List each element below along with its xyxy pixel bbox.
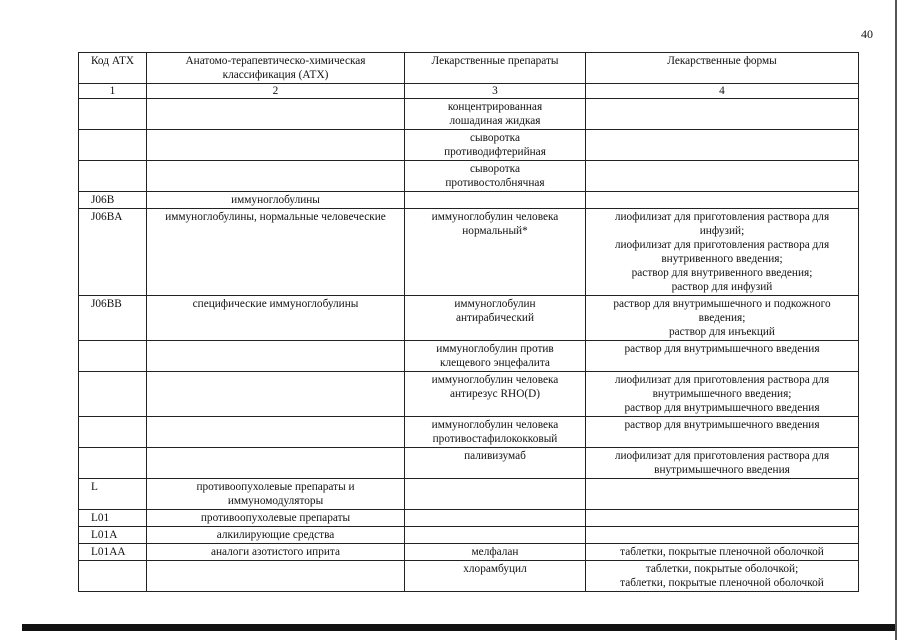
table-row <box>79 479 859 510</box>
header-atc-code: Код АТХ <box>79 53 147 84</box>
table-row <box>79 130 859 161</box>
classification-cell <box>147 448 405 479</box>
classification-cell: противоопухолевые препараты <box>147 510 405 527</box>
atc-drug-table <box>78 52 859 592</box>
dosage-form-cell: лиофилизат для приготовления раствора для инфузий; лиофилизат для приготовления раствора для внутривенного введения; раствор для внутривенного введения; раствор для инфузий <box>586 209 859 296</box>
scan-frame-right-edge <box>895 0 897 640</box>
drug-cell <box>405 192 586 209</box>
dosage-form-cell <box>586 130 859 161</box>
dosage-form-cell <box>586 527 859 544</box>
column-number: 2 <box>147 84 405 99</box>
classification-cell <box>147 130 405 161</box>
atc-code-cell <box>79 130 147 161</box>
dosage-form-cell: лиофилизат для приготовления раствора для внутримышечного введения <box>586 448 859 479</box>
classification-cell <box>147 417 405 448</box>
atc-code-cell: J06BB <box>79 296 147 341</box>
table-row <box>79 448 859 479</box>
atc-code-cell <box>79 341 147 372</box>
atc-code-cell: J06B <box>79 192 147 209</box>
drug-cell <box>405 479 586 510</box>
classification-cell: иммуноглобулины <box>147 192 405 209</box>
dosage-form-cell <box>586 161 859 192</box>
column-number: 1 <box>79 84 147 99</box>
classification-cell: иммуноглобулины, нормальные человеческие <box>147 209 405 296</box>
atc-code-cell: J06BA <box>79 209 147 296</box>
drug-cell: сыворотка противостолбнячная <box>405 161 586 192</box>
table-header-row <box>79 53 859 84</box>
classification-cell: противоопухолевые препараты и иммуномодуляторы <box>147 479 405 510</box>
drug-cell: хлорамбуцил <box>405 561 586 592</box>
classification-cell: аналоги азотистого иприта <box>147 544 405 561</box>
drug-cell: концентрированная лошадиная жидкая <box>405 99 586 130</box>
table-row <box>79 510 859 527</box>
classification-cell: алкилирующие средства <box>147 527 405 544</box>
atc-code-cell <box>79 161 147 192</box>
table-row <box>79 527 859 544</box>
drug-cell: паливизумаб <box>405 448 586 479</box>
header-classification: Анатомо-терапевтическо-химическая классификация (АТХ) <box>147 53 405 84</box>
drug-cell: сыворотка противодифтерийная <box>405 130 586 161</box>
classification-cell <box>147 561 405 592</box>
atc-code-cell: L01AA <box>79 544 147 561</box>
dosage-form-cell: таблетки, покрытые оболочкой; таблетки, покрытые пленочной оболочкой <box>586 561 859 592</box>
column-number: 4 <box>586 84 859 99</box>
classification-cell <box>147 161 405 192</box>
dosage-form-cell: таблетки, покрытые пленочной оболочкой <box>586 544 859 561</box>
drug-cell: мелфалан <box>405 544 586 561</box>
dosage-form-cell <box>586 192 859 209</box>
drug-cell: иммуноглобулин человека антирезус RHO(D) <box>405 372 586 417</box>
atc-code-cell <box>79 99 147 130</box>
table-row <box>79 372 859 417</box>
table-row <box>79 341 859 372</box>
atc-code-cell: L01A <box>79 527 147 544</box>
classification-cell: специфические иммуноглобулины <box>147 296 405 341</box>
atc-code-cell <box>79 417 147 448</box>
table-row <box>79 544 859 561</box>
atc-code-cell <box>79 448 147 479</box>
dosage-form-cell <box>586 99 859 130</box>
column-number: 3 <box>405 84 586 99</box>
drug-cell: иммуноглобулин человека противостафилококковый <box>405 417 586 448</box>
dosage-form-cell: лиофилизат для приготовления раствора для внутримышечного введения; раствор для внутримышечного введения <box>586 372 859 417</box>
dosage-form-cell: раствор для внутримышечного и подкожного введения; раствор для инъекций <box>586 296 859 341</box>
header-drugs: Лекарственные препараты <box>405 53 586 84</box>
table-row <box>79 192 859 209</box>
table-row <box>79 561 859 592</box>
table-row <box>79 417 859 448</box>
table-row <box>79 99 859 130</box>
table-row <box>79 209 859 296</box>
dosage-form-cell: раствор для внутримышечного введения <box>586 341 859 372</box>
drug-cell: иммуноглобулин против клещевого энцефалита <box>405 341 586 372</box>
drug-cell <box>405 527 586 544</box>
scan-frame-bottom-edge <box>22 624 895 631</box>
drug-cell: иммуноглобулин антирабический <box>405 296 586 341</box>
atc-code-cell <box>79 372 147 417</box>
dosage-form-cell <box>586 510 859 527</box>
atc-code-cell <box>79 561 147 592</box>
header-dosage-forms: Лекарственные формы <box>586 53 859 84</box>
dosage-form-cell: раствор для внутримышечного введения <box>586 417 859 448</box>
atc-code-cell: L <box>79 479 147 510</box>
dosage-form-cell <box>586 479 859 510</box>
classification-cell <box>147 341 405 372</box>
classification-cell <box>147 372 405 417</box>
atc-code-cell: L01 <box>79 510 147 527</box>
table-row <box>79 296 859 341</box>
drug-cell: иммуноглобулин человека нормальный* <box>405 209 586 296</box>
drug-cell <box>405 510 586 527</box>
table-row <box>79 161 859 192</box>
column-number-row <box>79 84 859 99</box>
page-number: 40 <box>861 27 873 41</box>
classification-cell <box>147 99 405 130</box>
